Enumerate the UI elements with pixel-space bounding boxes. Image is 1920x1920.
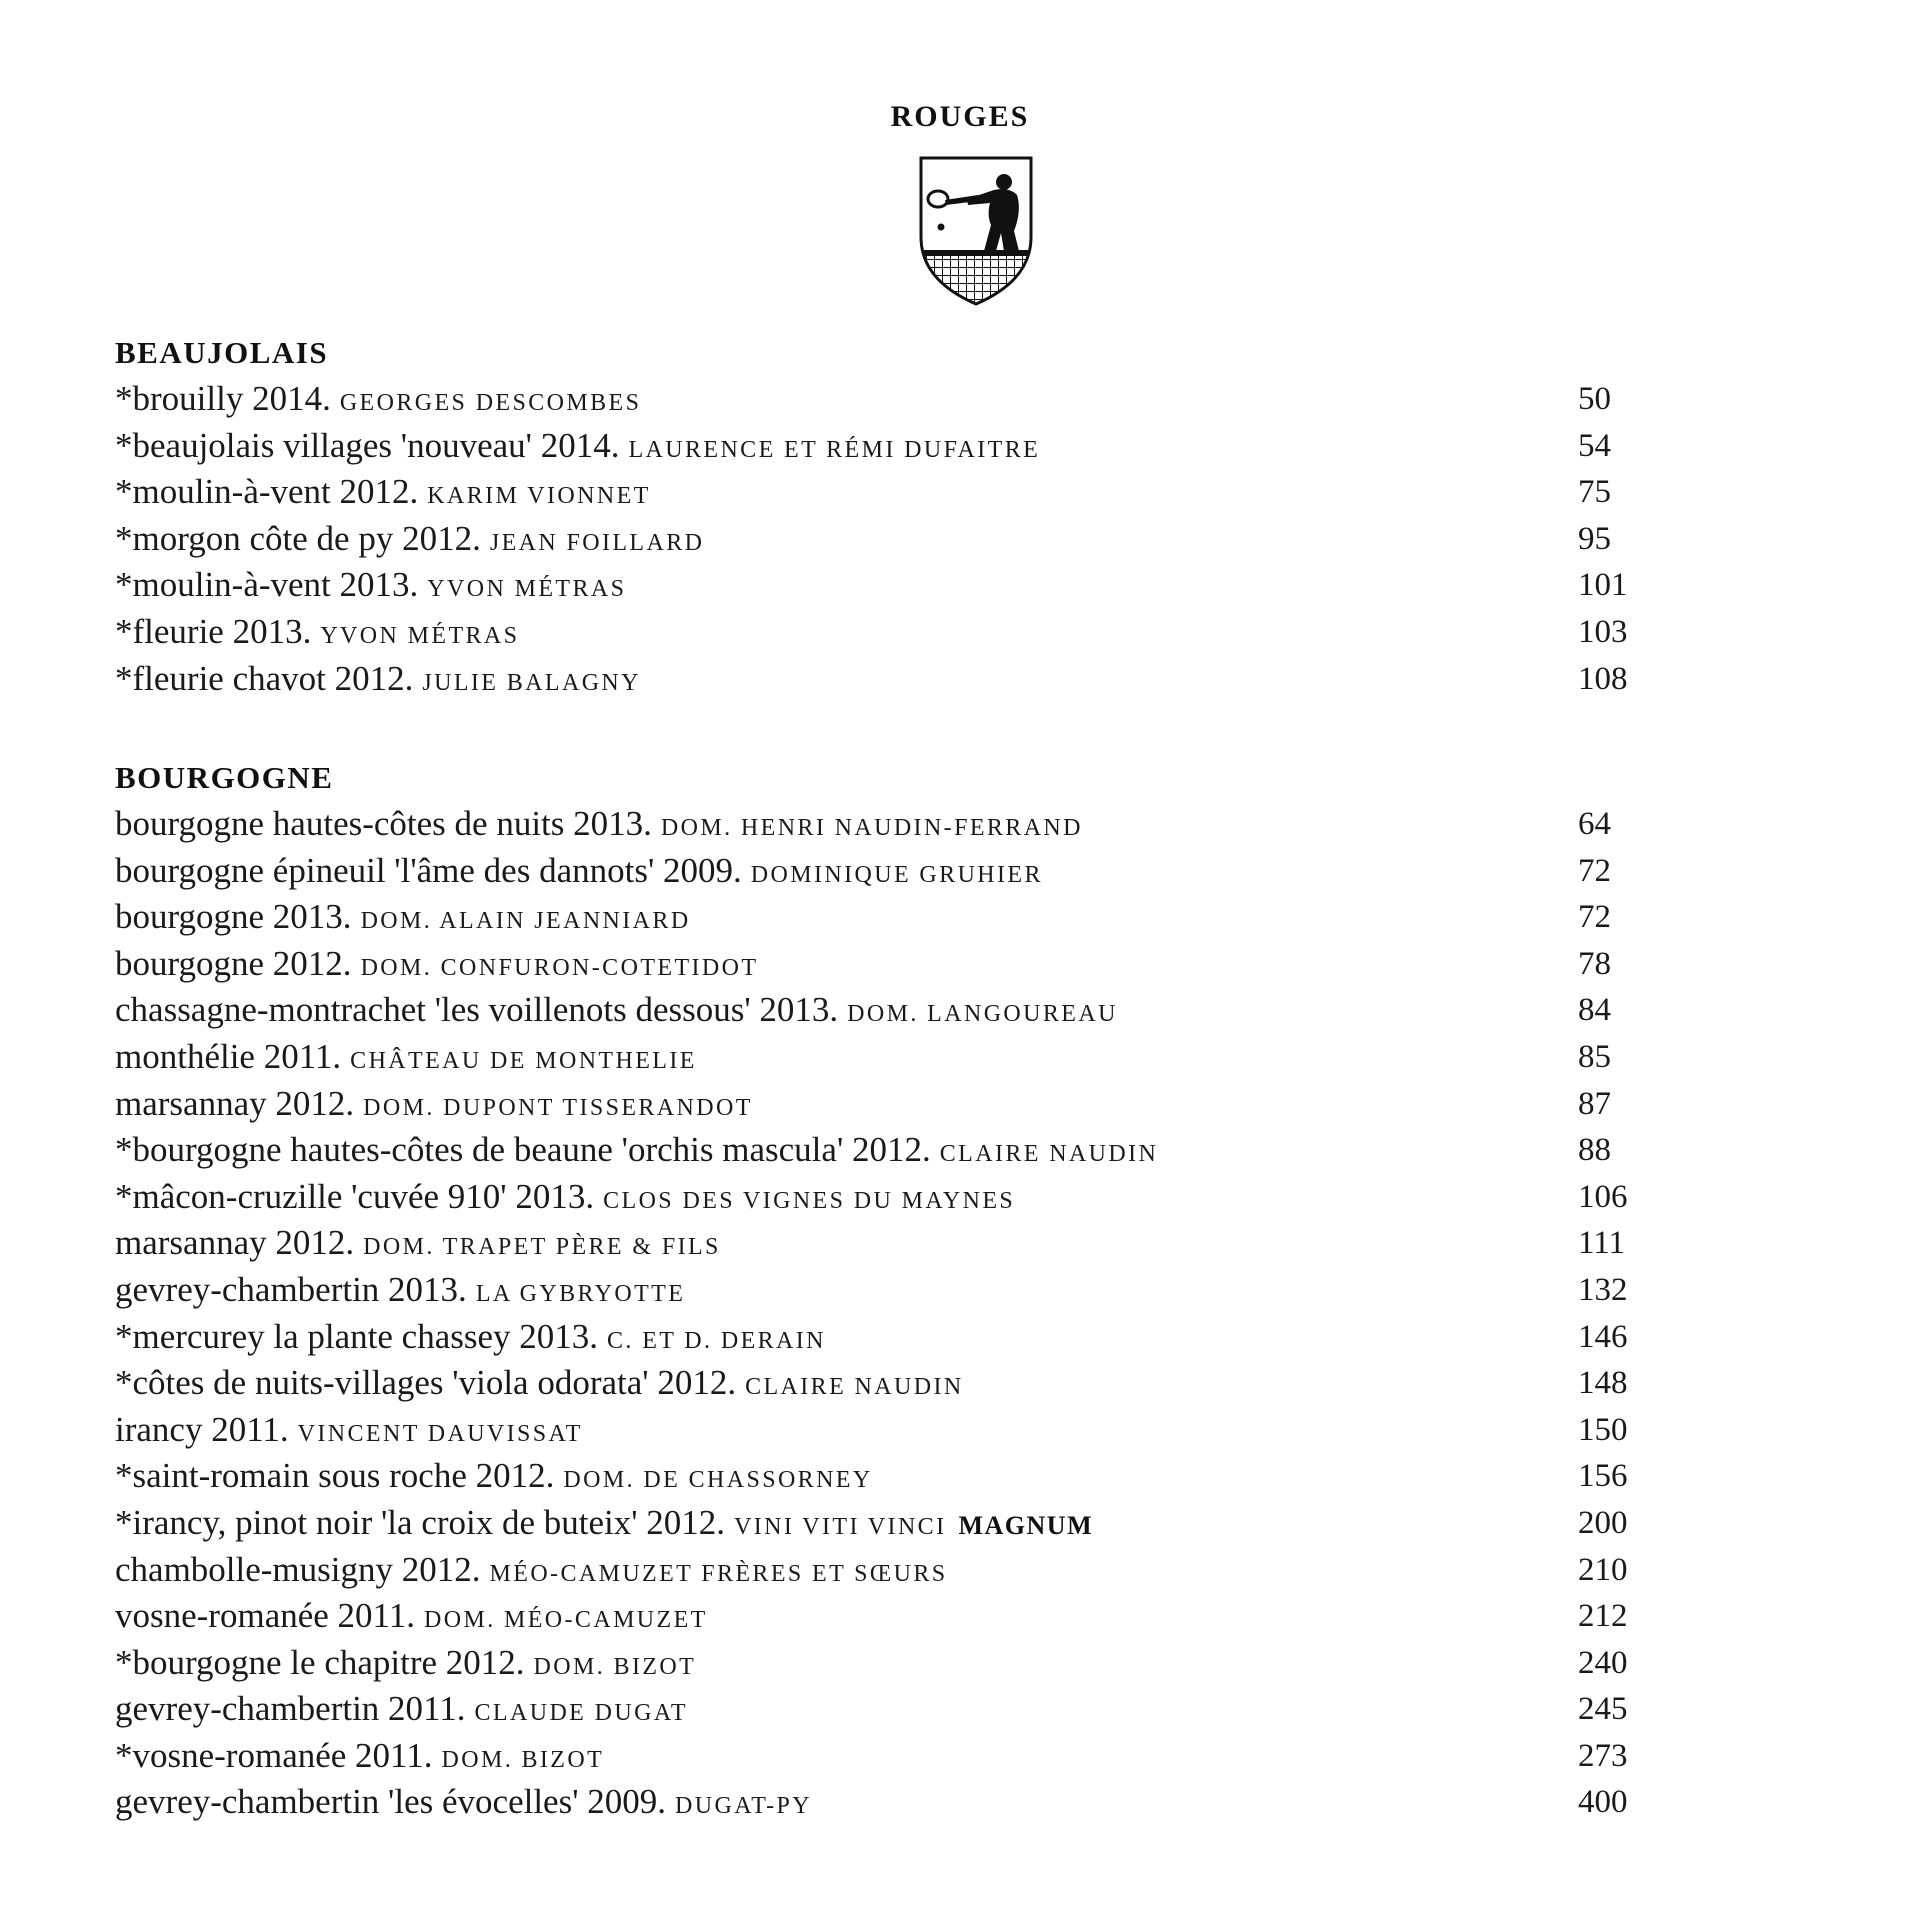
wine-entry <box>115 1686 1715 1733</box>
wine-entry <box>115 1081 1715 1128</box>
producer: DOM. CONFURON-COTETIDOT <box>360 954 759 981</box>
wine-entry <box>115 423 1715 470</box>
price: 132 <box>1578 1271 1628 1308</box>
price: 111 <box>1578 1225 1626 1262</box>
wine-entry <box>115 1453 1715 1500</box>
producer: LAURENCE ET RÉMI DUFAITRE <box>628 436 1041 463</box>
wine-entry <box>115 376 1715 423</box>
price: 108 <box>1578 660 1628 697</box>
producer: DOM. ALAIN JEANNIARD <box>360 908 691 935</box>
producer: DOMINIQUE GRUHIER <box>750 861 1043 888</box>
price: 85 <box>1578 1038 1611 1075</box>
wine-name: *côtes de nuits-villages 'viola odorata' 2012. <box>115 1363 737 1403</box>
wine-entry <box>115 656 1715 703</box>
tennis-player-crest-icon <box>918 155 1034 307</box>
price: 200 <box>1578 1504 1628 1541</box>
producer: DOM. BIZOT <box>441 1746 605 1773</box>
wine-entry <box>115 1593 1715 1640</box>
wine-name: bourgogne 2013. <box>115 897 352 937</box>
producer: DOM. DE CHASSORNEY <box>563 1467 873 1494</box>
wine-entry <box>115 1640 1715 1687</box>
wine-entry <box>115 1174 1715 1221</box>
wine-name: *morgon côte de py 2012. <box>115 518 481 558</box>
wine-entry <box>115 1127 1715 1174</box>
wine-name: *mercurey la plante chassey 2013. <box>115 1316 599 1356</box>
wine-entry <box>115 1547 1715 1594</box>
producer: C. ET D. DERAIN <box>607 1327 826 1354</box>
producer: DOM. MÉO-CAMUZET <box>424 1607 708 1634</box>
wine-entry <box>115 1407 1715 1454</box>
price: 400 <box>1578 1784 1628 1821</box>
price: 78 <box>1578 945 1611 982</box>
wine-name: *mâcon-cruzille 'cuvée 910' 2013. <box>115 1176 595 1216</box>
price: 103 <box>1578 613 1628 650</box>
price: 72 <box>1578 899 1611 936</box>
producer: YVON MÉTRAS <box>320 622 520 649</box>
wine-entry <box>115 609 1715 656</box>
producer: DOM. LANGOUREAU <box>847 1001 1118 1028</box>
wine-entry <box>115 1267 1715 1314</box>
wine-name: *moulin-à-vent 2012. <box>115 472 419 512</box>
wine-entry <box>115 1220 1715 1267</box>
wine-name: gevrey-chambertin 2013. <box>115 1269 467 1309</box>
price: 240 <box>1578 1644 1628 1681</box>
producer: DOM. HENRI NAUDIN-FERRAND <box>660 815 1083 841</box>
producer: DOM. DUPONT TISSERANDOT <box>363 1094 753 1121</box>
section-beaujolais <box>115 329 1715 702</box>
price: 84 <box>1578 992 1611 1029</box>
wine-name: *brouilly 2014. <box>115 379 331 418</box>
wine-name: gevrey-chambertin 'les évocelles' 2009. <box>115 1782 667 1822</box>
wine-entry <box>115 1500 1715 1547</box>
wine-name: bourgogne 2012. <box>115 943 352 983</box>
price: 101 <box>1578 567 1628 604</box>
price: 72 <box>1578 852 1611 889</box>
price: 148 <box>1578 1365 1628 1402</box>
wine-entry <box>115 987 1715 1034</box>
wine-entry <box>115 516 1715 563</box>
wine-name: chassagne-montrachet 'les voillenots dessous' 2013. <box>115 990 839 1030</box>
price: 54 <box>1578 427 1611 464</box>
wine-name: bourgogne épineuil 'l'âme des dannots' 2009. <box>115 850 742 890</box>
producer: DOM. TRAPET PÈRE & FILS <box>363 1234 721 1261</box>
producer: CHÂTEAU DE MONTHELIE <box>350 1047 697 1074</box>
producer: LA GYBRYOTTE <box>475 1280 686 1307</box>
producer: JEAN FOILLARD <box>489 529 705 556</box>
wine-name: irancy 2011. <box>115 1409 289 1449</box>
wine-entry <box>115 1360 1715 1407</box>
price: 106 <box>1578 1178 1628 1215</box>
price: 273 <box>1578 1737 1628 1774</box>
wine-entry <box>115 1733 1715 1780</box>
price: 156 <box>1578 1458 1628 1495</box>
wine-name: gevrey-chambertin 2011. <box>115 1689 466 1729</box>
wine-name: marsannay 2012. <box>115 1223 355 1263</box>
wine-name: *beaujolais villages 'nouveau' 2014. <box>115 425 620 465</box>
wine-name: *irancy, pinot noir 'la croix de buteix' 2012. <box>115 1502 726 1542</box>
price: 210 <box>1578 1551 1628 1588</box>
producer: VINI VITI VINCI <box>734 1513 947 1540</box>
producer: CLOS DES VIGNES DU MAYNES <box>603 1187 1016 1214</box>
wine-entry <box>115 894 1715 941</box>
producer: YVON MÉTRAS <box>427 576 627 603</box>
producer: KARIM VIONNET <box>427 483 651 510</box>
price: 212 <box>1578 1598 1628 1635</box>
wine-name: *vosne-romanée 2011. <box>115 1735 433 1775</box>
price: 245 <box>1578 1691 1628 1728</box>
producer: DUGAT-PY <box>675 1793 813 1820</box>
wine-entry <box>115 1034 1715 1081</box>
price: 64 <box>1578 806 1611 842</box>
price: 50 <box>1578 381 1611 417</box>
producer: CLAIRE NAUDIN <box>939 1141 1159 1168</box>
producer: MÉO-CAMUZET FRÈRES ET SŒURS <box>489 1560 948 1587</box>
wine-name: *fleurie 2013. <box>115 611 312 651</box>
producer: DOM. BIZOT <box>533 1653 697 1680</box>
wine-entry <box>115 848 1715 895</box>
wine-name: monthélie 2011. <box>115 1036 342 1076</box>
producer: VINCENT DAUVISSAT <box>297 1420 583 1447</box>
section-bourgogne <box>115 754 1715 1826</box>
price: 146 <box>1578 1318 1628 1355</box>
wine-entry <box>115 801 1715 848</box>
magnum-badge: MAGNUM <box>958 1510 1094 1540</box>
producer: CLAIRE NAUDIN <box>745 1374 964 1401</box>
wine-name: vosne-romanée 2011. <box>115 1596 415 1636</box>
producer: JULIE BALAGNY <box>422 669 641 696</box>
section-heading: BOURGOGNE <box>115 760 334 795</box>
price: 88 <box>1578 1132 1611 1169</box>
wine-name: *fleurie chavot 2012. <box>115 658 414 698</box>
page-title: ROUGES <box>890 100 1030 133</box>
wine-entry <box>115 1314 1715 1361</box>
wine-name: marsannay 2012. <box>115 1083 355 1123</box>
wine-entry <box>115 1779 1715 1826</box>
producer: GEORGES DESCOMBES <box>339 390 642 416</box>
wine-name: *bourgogne le chapitre 2012. <box>115 1642 525 1682</box>
wine-name: *bourgogne hautes-côtes de beaune 'orchis mascula' 2012. <box>115 1130 931 1170</box>
wine-entry <box>115 562 1715 609</box>
price: 87 <box>1578 1085 1611 1122</box>
wine-name: *moulin-à-vent 2013. <box>115 565 419 605</box>
wine-name: chambolle-musigny 2012. <box>115 1549 481 1589</box>
price: 95 <box>1578 520 1611 557</box>
wine-name: *saint-romain sous roche 2012. <box>115 1456 555 1496</box>
price: 75 <box>1578 474 1611 511</box>
wine-entry <box>115 469 1715 516</box>
wine-entry <box>115 941 1715 988</box>
price: 150 <box>1578 1411 1628 1448</box>
section-heading: BEAUJOLAIS <box>115 335 329 370</box>
producer: CLAUDE DUGAT <box>474 1700 688 1727</box>
wine-name: bourgogne hautes-côtes de nuits 2013. <box>115 804 652 843</box>
